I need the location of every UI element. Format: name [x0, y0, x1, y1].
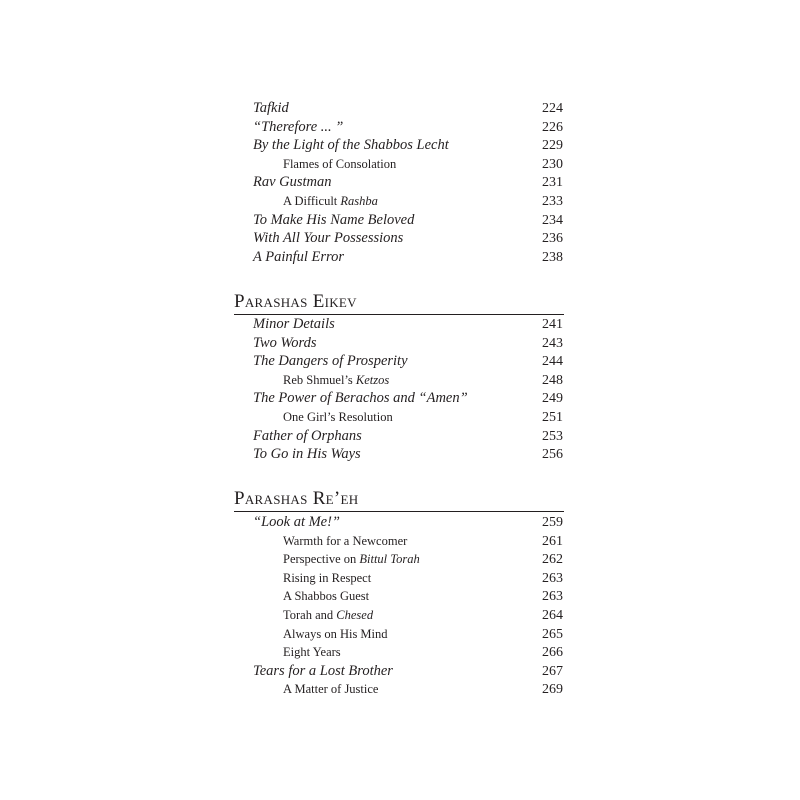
toc-entry-title-text: By the Light of the Shabbos Lecht	[253, 137, 449, 154]
toc-entry	[253, 173, 563, 192]
toc-entry-title-text: A Matter of Justice	[283, 682, 379, 697]
toc-entry-title-text: A Shabbos Guest	[283, 589, 370, 604]
toc-entry	[253, 155, 563, 174]
toc-entry-page-number: 226	[542, 119, 563, 135]
toc-entry-title-text: A Difficult	[283, 194, 341, 208]
toc-entry-title-text: To Make His Name Beloved	[253, 211, 415, 228]
toc-entry	[253, 99, 563, 118]
section-heading-eikev: Parashas Eikev	[234, 291, 357, 312]
toc-entry-title-text: Tafkid	[253, 100, 289, 116]
toc-entry	[253, 513, 563, 532]
toc-entry	[253, 625, 563, 644]
toc-entry-title	[283, 587, 369, 606]
toc-entry-title-italic-term: Chesed	[336, 608, 374, 622]
toc-entry-title	[253, 229, 403, 248]
toc-entry-title-text: Warmth for a Newcomer	[283, 533, 408, 548]
toc-entry-title	[253, 662, 393, 681]
toc-entry-page-number: 224	[542, 101, 563, 116]
toc-entry-title	[253, 136, 449, 155]
toc-entry-title-text: Perspective on	[283, 552, 360, 567]
toc-entry-title-text: One Girl’s Resolution	[283, 410, 393, 424]
toc-entry	[253, 550, 563, 569]
toc-entry-title	[253, 248, 344, 267]
toc-entry-title	[283, 408, 393, 427]
toc-entry	[253, 192, 563, 211]
toc-entry-title	[283, 371, 389, 390]
toc-entry-title-text: Reb Shmuel’s	[283, 372, 356, 387]
toc-entry-title-italic-term: Ketzos	[355, 372, 390, 387]
toc-entry-page-number: 243	[542, 335, 563, 351]
toc-entry-title-text: With All Your Possessions	[253, 230, 404, 247]
toc-entry	[253, 248, 563, 267]
toc-entry-title	[253, 118, 343, 137]
toc-entry	[253, 408, 563, 427]
toc-entry	[253, 371, 563, 390]
toc-entry-title-italic-term: Rashba	[340, 194, 378, 208]
toc-entry-page-number: 238	[542, 249, 563, 265]
toc-entry-page-number: 248	[542, 372, 563, 388]
toc-entry-page-number: 251	[542, 410, 563, 425]
toc-entry-page-number: 253	[542, 428, 563, 444]
toc-entry-title-text: Eight Years	[283, 645, 341, 660]
toc-entry-title-text: “Therefore ... ”	[253, 118, 344, 135]
toc-entry-title-text: Two Words	[253, 334, 317, 351]
toc-entry-page-number: 233	[542, 194, 563, 209]
toc-entry-page-number: 241	[542, 317, 563, 332]
toc-entry-title	[253, 211, 414, 230]
toc-entry-page-number: 266	[542, 645, 563, 661]
toc-entry-page-number: 234	[542, 212, 563, 228]
toc-entry-title	[283, 569, 371, 588]
section-divider-reeh	[234, 511, 564, 512]
toc-entry-title	[283, 643, 341, 662]
toc-entry-page-number: 261	[542, 533, 563, 549]
toc-entry-title-text: Tears for a Lost Brother	[253, 662, 393, 679]
toc-entry-title-text: “Look at Me!”	[253, 514, 340, 530]
toc-entry	[253, 211, 563, 230]
toc-entry-page-number: 267	[542, 663, 563, 679]
toc-entry	[253, 643, 563, 662]
toc-entry-title-text: Rav Gustman	[253, 174, 332, 191]
toc-entry	[253, 445, 563, 464]
toc-entry	[253, 229, 563, 248]
toc-entry	[253, 118, 563, 137]
toc-entry-page-number: 256	[542, 447, 563, 463]
toc-entry-title	[253, 513, 340, 532]
toc-entry-title-text: Always on His Mind	[283, 626, 388, 641]
toc-entry-title	[253, 315, 335, 334]
toc-entry-title-text: The Power of Berachos and “Amen”	[253, 390, 468, 407]
toc-entry-title	[283, 625, 388, 644]
toc-entry-page-number: 249	[542, 391, 563, 407]
toc-entry	[253, 587, 563, 606]
toc-entry-title	[253, 445, 361, 464]
toc-entry-page-number: 229	[542, 138, 563, 154]
toc-entry-title	[283, 532, 407, 551]
toc-entry-page-number: 269	[542, 682, 563, 698]
toc-entry	[253, 136, 563, 155]
toc-entry	[253, 352, 563, 371]
toc-entry-page-number: 231	[542, 175, 563, 191]
toc-entry	[253, 680, 563, 699]
toc-entry-title-text: To Go in His Ways	[253, 446, 361, 463]
toc-entry-title-italic-term: Bittul Torah	[359, 552, 420, 567]
toc-entry-title-text: Father of Orphans	[253, 427, 362, 444]
toc-entry	[253, 389, 563, 408]
toc-entry-page-number: 263	[542, 589, 563, 605]
toc-entry-title	[283, 192, 378, 211]
toc-entry-title	[283, 155, 396, 174]
toc-entry	[253, 334, 563, 353]
toc-entry-page-number: 244	[542, 354, 563, 370]
toc-entry-title	[253, 173, 332, 192]
toc-entry-title	[283, 606, 373, 625]
toc-entry-page-number: 263	[542, 570, 563, 586]
toc-entry	[253, 427, 563, 446]
toc-entry-page-number: 265	[542, 626, 563, 642]
toc-entry	[253, 532, 563, 551]
toc-entry-title	[253, 99, 289, 118]
toc-entry-title	[253, 389, 468, 408]
section-heading-reeh: Parashas Re’eh	[234, 488, 359, 509]
toc-entry-title-text: The Dangers of Prosperity	[253, 353, 408, 370]
toc-entry	[253, 662, 563, 681]
toc-entry-title	[253, 352, 408, 371]
toc-entry-page-number: 262	[542, 552, 563, 568]
toc-entry-title-text: Minor Details	[253, 316, 335, 332]
toc-entry-title	[283, 680, 378, 699]
toc-entry-title-text: Torah and	[283, 608, 337, 622]
toc-entry-page-number: 236	[542, 231, 563, 247]
toc-entry	[253, 315, 563, 334]
toc-entry-title	[283, 550, 420, 569]
toc-entry-page-number: 230	[542, 156, 563, 172]
toc-entry-title	[253, 427, 362, 446]
toc-entry-title	[253, 334, 317, 353]
toc-entry-title-text: Flames of Consolation	[283, 156, 397, 171]
toc-entry	[253, 569, 563, 588]
toc-entry-page-number: 259	[542, 515, 563, 530]
toc-entry-title-text: A Painful Error	[253, 248, 345, 265]
toc-entry-title-text: Rising in Respect	[283, 570, 372, 585]
toc-entry-page-number: 264	[542, 608, 563, 623]
toc-entry	[253, 606, 563, 625]
